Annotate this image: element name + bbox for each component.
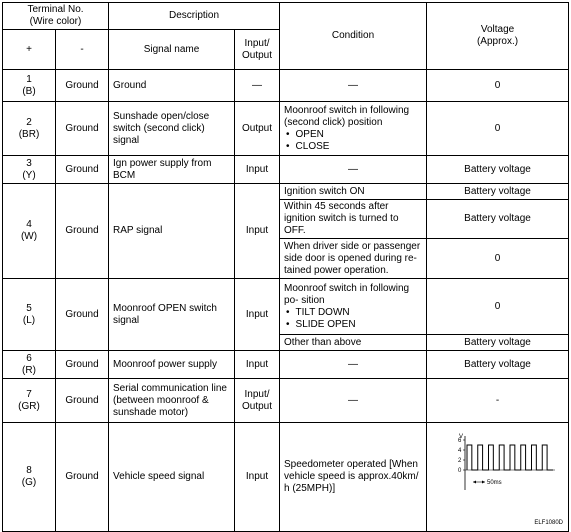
signal-name-cell: Ground bbox=[109, 70, 235, 102]
condition-cell bbox=[280, 102, 427, 156]
terminal-cell: 8 (G) bbox=[3, 423, 56, 532]
waveform-y-tick-label: 6 bbox=[458, 438, 462, 444]
waveform-arrow-head-left bbox=[473, 481, 476, 484]
signal-name-cell: Serial communication line (between moonroof & sunshade motor) bbox=[109, 379, 235, 423]
terminal-cell: 1 (B) bbox=[3, 70, 56, 102]
io-cell: — bbox=[235, 70, 280, 102]
table-row bbox=[3, 156, 569, 184]
bullet-item: • SLIDE OPEN bbox=[284, 319, 422, 331]
waveform-signal-line bbox=[467, 445, 553, 470]
io-cell: Input bbox=[235, 423, 280, 532]
condition-cell bbox=[280, 279, 427, 335]
signal-name-cell: Ign power supply from BCM bbox=[109, 156, 235, 184]
bullet-item: • OPEN bbox=[284, 129, 422, 141]
table-row bbox=[3, 379, 569, 423]
waveform-y-tick-label: 2 bbox=[458, 458, 462, 464]
io-cell: Input bbox=[235, 156, 280, 184]
condition-cell: — bbox=[280, 379, 427, 423]
voltage-cell: Battery voltage bbox=[427, 200, 569, 239]
header-signal-name: Signal name bbox=[109, 30, 235, 70]
waveform-y-tick-label: 4 bbox=[458, 448, 462, 454]
header-plus: + bbox=[3, 30, 56, 70]
table-row bbox=[3, 423, 569, 532]
condition-text: Moonroof switch in following (second click) position bbox=[284, 104, 410, 128]
voltage-cell: Battery voltage bbox=[427, 335, 569, 351]
voltage-cell: 0 bbox=[427, 102, 569, 156]
voltage-cell: Battery voltage bbox=[427, 156, 569, 184]
voltage-cell: Battery voltage bbox=[427, 184, 569, 200]
header-minus: - bbox=[56, 30, 109, 70]
signal-name-cell: Moonroof power supply bbox=[109, 351, 235, 379]
header-row-1 bbox=[3, 3, 569, 30]
header-terminal bbox=[3, 3, 109, 30]
io-cell: Input bbox=[235, 279, 280, 351]
voltage-cell: Battery voltage bbox=[427, 351, 569, 379]
signal-name-cell: Moonroof OPEN switch signal bbox=[109, 279, 235, 351]
ground-cell: Ground bbox=[56, 102, 109, 156]
condition-cell: Speedometer operated [When vehicle speed is approx.40km/ h (25MPH)] bbox=[280, 423, 427, 532]
condition-cell: — bbox=[280, 351, 427, 379]
ground-cell: Ground bbox=[56, 351, 109, 379]
figure-reference-code: ELF1080D bbox=[534, 520, 564, 526]
terminal-spec-table bbox=[2, 2, 569, 532]
terminal-cell: 3 (Y) bbox=[3, 156, 56, 184]
table-row bbox=[3, 351, 569, 379]
ground-cell: Ground bbox=[56, 184, 109, 279]
io-cell: Input/ Output bbox=[235, 379, 280, 423]
waveform-diagram bbox=[431, 424, 569, 530]
condition-bullets bbox=[284, 129, 422, 153]
header-terminal-no: Terminal No. bbox=[27, 4, 84, 15]
condition-cell: — bbox=[280, 70, 427, 102]
waveform-cell bbox=[427, 423, 569, 532]
io-cell: Output bbox=[235, 102, 280, 156]
ground-cell: Ground bbox=[56, 70, 109, 102]
terminal-cell: 6 (R) bbox=[3, 351, 56, 379]
table-row bbox=[3, 70, 569, 102]
voltage-cell: 0 bbox=[427, 70, 569, 102]
table-row bbox=[3, 184, 569, 200]
terminal-cell: 5 (L) bbox=[3, 279, 56, 351]
condition-cell: — bbox=[280, 156, 427, 184]
io-cell: Input bbox=[235, 184, 280, 279]
io-cell: Input bbox=[235, 351, 280, 379]
header-condition: Condition bbox=[280, 3, 427, 70]
waveform-y-ticks bbox=[458, 438, 465, 474]
terminal-cell: 2 (BR) bbox=[3, 102, 56, 156]
terminal-cell: 7 (GR) bbox=[3, 379, 56, 423]
header-voltage: Voltage (Approx.) bbox=[427, 3, 569, 70]
ground-cell: Ground bbox=[56, 279, 109, 351]
voltage-cell: 0 bbox=[427, 279, 569, 335]
ground-cell: Ground bbox=[56, 156, 109, 184]
signal-name-cell: RAP signal bbox=[109, 184, 235, 279]
condition-cell: Other than above bbox=[280, 335, 427, 351]
condition-bullets bbox=[284, 307, 422, 331]
ground-cell: Ground bbox=[56, 423, 109, 532]
table-row bbox=[3, 102, 569, 156]
waveform-unit-label: V bbox=[459, 434, 464, 440]
condition-cell: Ignition switch ON bbox=[280, 184, 427, 200]
terminal-cell: 4 (W) bbox=[3, 184, 56, 279]
signal-name-cell: Vehicle speed signal bbox=[109, 423, 235, 532]
condition-cell: When driver side or passenger side door is opened during re- tained power operation. bbox=[280, 239, 427, 279]
waveform-arrow-head-right bbox=[482, 481, 485, 484]
signal-name-cell: Sunshade open/close switch (second click) signal bbox=[109, 102, 235, 156]
voltage-cell: 0 bbox=[427, 239, 569, 279]
header-wire-color: (Wire color) bbox=[29, 16, 82, 27]
ground-cell: Ground bbox=[56, 379, 109, 423]
condition-text: Moonroof switch in following po- sition bbox=[284, 282, 410, 306]
table-row bbox=[3, 279, 569, 335]
voltage-cell: - bbox=[427, 379, 569, 423]
waveform-time-label: 50ms bbox=[487, 480, 502, 486]
bullet-item: • CLOSE bbox=[284, 141, 422, 153]
header-description: Description bbox=[109, 3, 280, 30]
condition-cell: Within 45 seconds after ignition switch is turned to OFF. bbox=[280, 200, 427, 239]
waveform-figure bbox=[431, 424, 569, 530]
waveform-y-tick-label: 0 bbox=[458, 468, 462, 474]
bullet-item: • TILT DOWN bbox=[284, 307, 422, 319]
header-input-output: Input/ Output bbox=[235, 30, 280, 70]
